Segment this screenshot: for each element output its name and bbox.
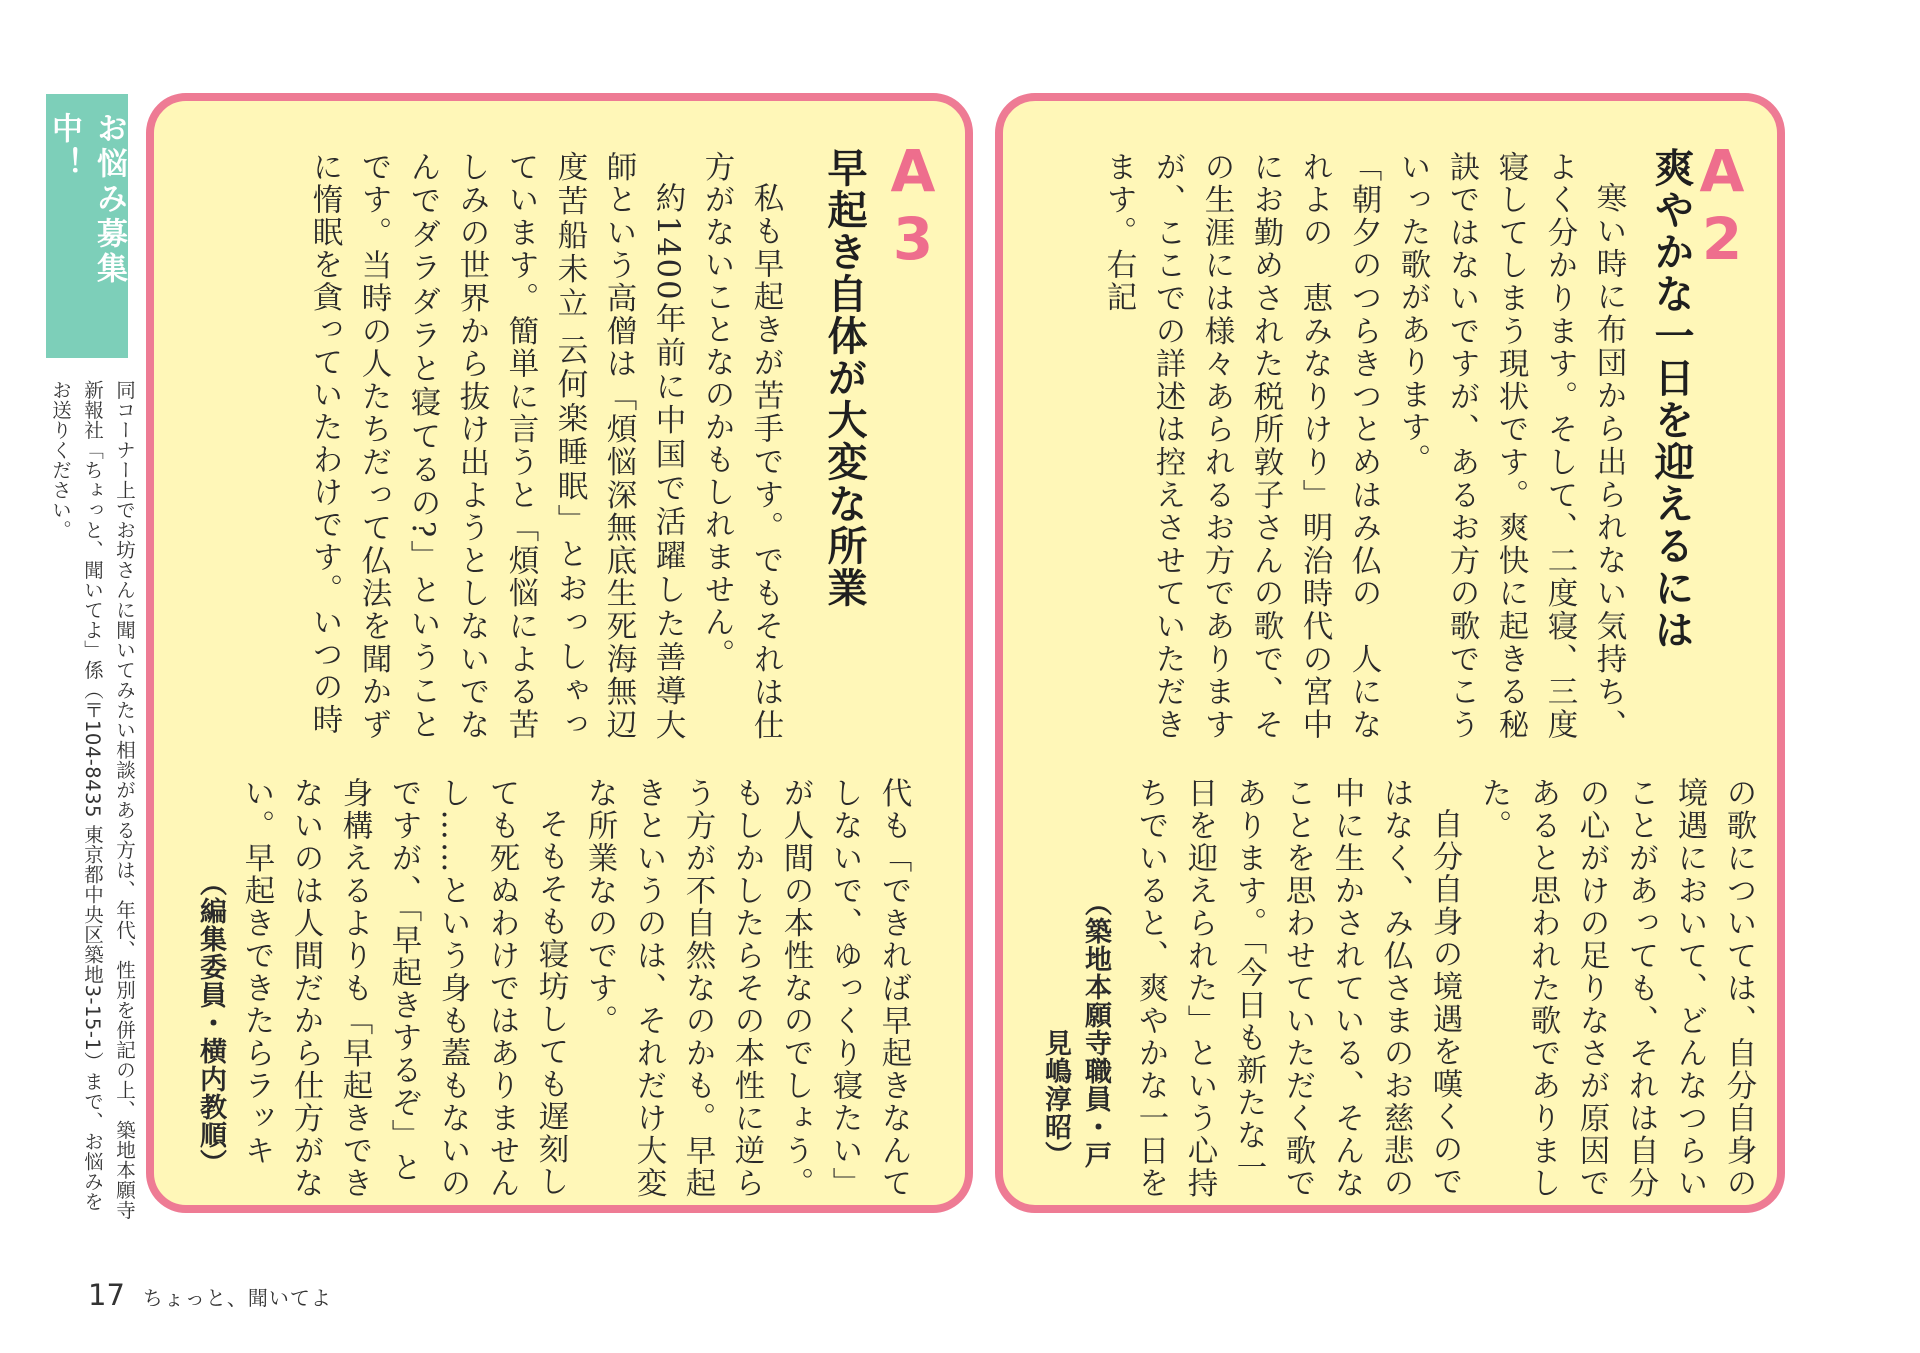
answer-body-bottom (228, 777, 918, 1209)
answer-heading: 爽やかな一日を迎えるには (1648, 147, 1695, 651)
answer-signature: （編集委員・横内教順） (195, 869, 226, 1177)
answer-body-top (1031, 151, 1633, 741)
answer-body-top (180, 151, 790, 741)
answer-badge: A2 (1688, 137, 1756, 273)
answer-badge: A3 (879, 137, 947, 273)
column-title: ちょっと、聞いてよ (142, 1286, 332, 1310)
answer-paragraph: 私も早起きが苦手です。でもそれは仕方がないことなのかもしれません。 (699, 151, 783, 741)
answer-paragraph: 約1400年前に中国で活躍した善導大師という高僧は「煩悩深無底生死海無辺 度苦船未立 云何楽睡眠」とおっしゃっています。簡単に言うと「煩悩による苦しみの世界から抜け出ようとしないでなんでダラダラと寝てるの?」ということです。当時の人たちだって仏法を聞かずに惰眠を貪っていたわけです。いつの時 (307, 151, 685, 741)
answer-paragraph: 寒い時に布団から出られない気持ち、よく分かります。そして、二度寝、三度寝してしまう現状です。爽快に起きる秘訣ではないですが、あるお方の歌でこういった歌があります。 (1395, 151, 1626, 741)
answer-paragraph: 「朝夕のつらきつとめはみ仏の 人になれよの 恵みなりけり」明治時代の宮中にお勤めされた税所敦子さんの歌で、その生涯には様々あられるお方でありますが、ここでの詳述は控えさせていただきます。右記 (1101, 151, 1381, 741)
answer-paragraph: そもそも寝坊しても遅刻しても死ぬわけではありませんし……という身も蓋もないのですが、「早起きするぞ」と身構えるよりも「早起きできないのは人間だから仕方がない。早起きできたらラッキ (239, 777, 568, 1200)
answer-body-bottom (1123, 777, 1763, 1209)
answer-paragraph: の歌については、自分自身の境遇において、どんなつらいことがあっても、それは自分の心がけの足りなさが原因であると思われた歌でありました。 (1476, 777, 1756, 1200)
answer-panel-a3 (146, 93, 973, 1213)
answer-paragraph: 代も「できれば早起きなんてしないで、ゆっくり寝たい」が人間の本性なのでしょう。もしかしたらその本性に逆らう方が不自然なのかも。早起きというのは、それだけ大変な所業なのです。 (582, 777, 911, 1200)
page-footer (88, 1278, 332, 1312)
answer-signature: （築地本願寺職員・戸見嶋淳昭） (1040, 889, 1111, 1169)
answer-heading: 早起き自体が大変な所業 (821, 147, 868, 609)
answer-paragraph: 自分自身の境遇を嘆くのではなく、み仏さまのお慈悲の中に生かされている、そんなことを思わせていただく歌であります。「今日も新たな一日を迎えられた」という心持ちでいると、爽やかな一日を (1133, 777, 1462, 1200)
recruit-tab (46, 94, 128, 358)
page-number: 17 (88, 1278, 125, 1312)
recruit-tab-label: お悩み募集中！ (46, 112, 127, 287)
recruit-note: 同コーナー上でお坊さんに聞いてみたい相談がある方は、年代、性別を併記の上、築地本願寺新報社「ちょっと、聞いてよ」係（〒104-8435 東京都中央区築地3-15-1）まで、お悩みをお送りください。 (49, 380, 136, 1220)
answer-panel-a2 (995, 93, 1785, 1213)
